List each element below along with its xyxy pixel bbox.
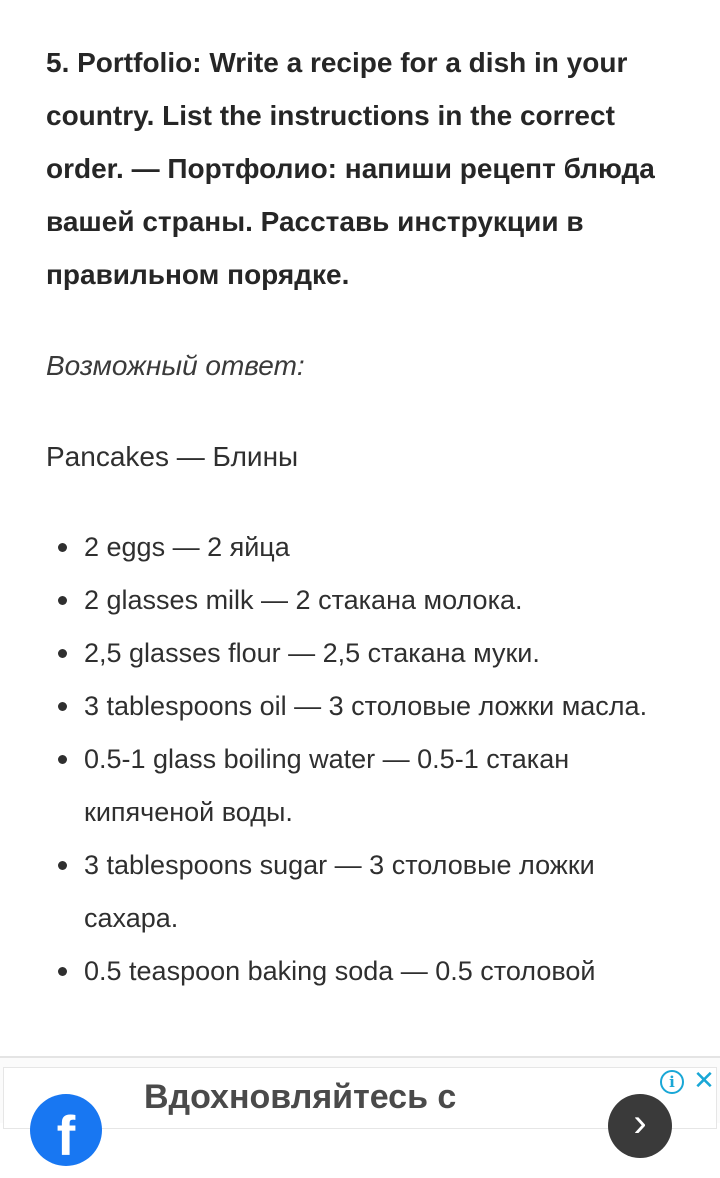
ingredient-item	[46, 574, 686, 627]
bullet-icon	[58, 861, 67, 870]
answer-label: Возможный ответ:	[46, 350, 305, 381]
facebook-logo-icon: f	[30, 1094, 102, 1166]
ingredient-text: 2 glasses milk — 2 стакана молока.	[84, 585, 523, 615]
ingredient-item	[46, 733, 686, 839]
bullet-icon	[58, 755, 67, 764]
ad-text[interactable]: Вдохновляйтесь с	[144, 1078, 457, 1116]
ingredient-list	[46, 521, 686, 998]
bullet-icon	[58, 596, 67, 605]
ingredient-item	[46, 839, 686, 945]
ingredient-text: 2 eggs — 2 яйца	[84, 532, 290, 562]
ad-close-icon[interactable]: ✕	[693, 1066, 715, 1096]
dish-title: Pancakes — Блины	[46, 441, 299, 472]
ingredient-item	[46, 945, 686, 998]
ingredient-text: 3 tablespoons oil — 3 столовые ложки масла.	[84, 691, 648, 721]
ingredient-item	[46, 680, 686, 733]
ingredient-text: 2,5 glasses flour — 2,5 стакана муки.	[84, 638, 540, 668]
task-heading: 5. Portfolio: Write a recipe for a dish in your country. List the instructions in the correct order. — Портфолио: напиши рецепт блюда вашей страны. Расставь инструкции в правильном порядке.	[46, 47, 655, 290]
ad-banner[interactable]	[0, 1056, 720, 1167]
ingredient-item	[46, 627, 686, 680]
ad-card[interactable]	[3, 1067, 717, 1167]
ingredient-text: 0.5-1 glass boiling water — 0.5-1 стакан кипяченой воды.	[84, 744, 570, 827]
article-content	[46, 36, 686, 998]
bullet-icon	[58, 702, 67, 711]
ingredient-text: 3 tablespoons sugar — 3 столовые ложки сахара.	[84, 850, 595, 933]
bullet-icon	[58, 543, 67, 552]
ad-info-icon[interactable]: i	[660, 1070, 684, 1094]
ingredient-item	[46, 521, 686, 574]
ingredient-text: 0.5 teaspoon baking soda — 0.5 столовой	[84, 956, 596, 986]
ad-next-button[interactable]: ›	[608, 1094, 672, 1158]
bullet-icon	[58, 649, 67, 658]
bullet-icon	[58, 967, 67, 976]
